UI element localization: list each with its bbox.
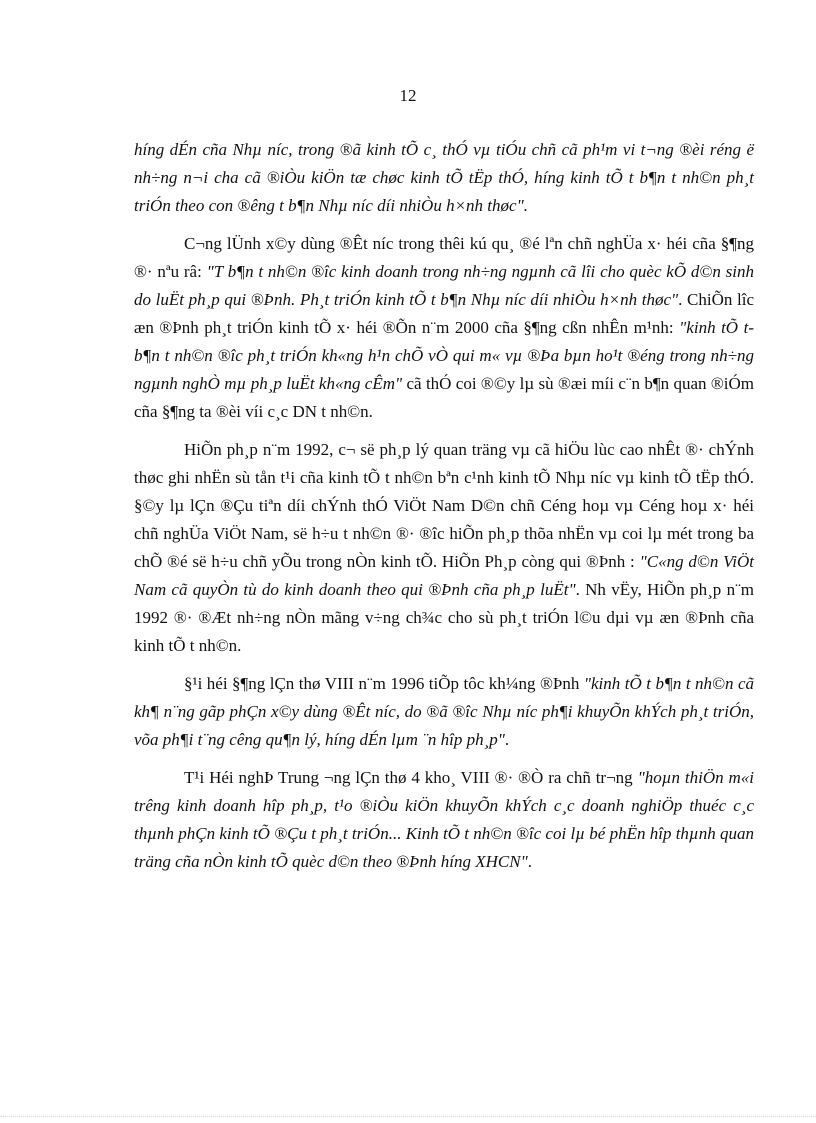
body-text: HiÕn ph¸p n¨m 1992, c¬ së ph¸p lý quan träng vµ cã hiÖu lùc cao nhÊt ®· chÝnh thøc ghi nhËn sù tån t¹i cña kinh tÕ t nh©n bªn c¹nh kinh tÕ Nhµ níc vµ kinh tÕ tËp thÓ. §©y lµ lÇn ®Çu tiªn díi chÝnh thÓ ViÖt Nam D©n chñ Céng hoµ vµ Céng hoµ x· héi chñ nghÜa ViÖt Nam, së h÷u t nh©n ®· ®îc hiÕn ph¸p thõa nhËn vµ coi lµ mét trong ba chÕ ®é së h÷u chñ yÕu trong nÒn kinh tÕ. HiÕn Ph¸p còng qui ®Þnh : [134,440,754,571]
quote-text: "kinh tÕ t b¶n t nh©n ®îc ph¸t triÓn kh«ng h¹n chÕ vÒ qui m« vµ ®Þa bµn ho¹t ®éng trong nh÷ng ngµnh nghÒ mµ ph¸p luËt kh«ng cÊm" [134,318,754,393]
body-text: T¹i Héi nghÞ Trung ¬ng lÇn thø 4 kho¸ VIII ®· ®Ò ra chñ tr¬ng [184,768,638,787]
paragraph-5 [134,764,754,876]
quote-text: "C«ng d©n ViÖt Nam cã quyÒn tù do kinh doanh theo qui ®Þnh cña ph¸p luËt" [134,552,754,599]
paragraph-3 [134,436,754,660]
paragraph-4 [134,670,754,754]
quote-text: híng dÉn cña Nhµ níc, trong ®ã kinh tÕ c¸ thÓ vµ tiÓu chñ cã ph¹m vi t¬ng ®èi réng ë nh÷ng n¬i cha cã ®iÒu kiÖn tæ chøc kinh tÕ tËp thÓ, híng kinh tÕ t b¶n t nh©n ph¸t triÓn theo con ®êng t b¶n Nhµ níc díi nhiÒu h×nh thøc". [134,140,754,215]
body-text: . ChiÕn lîc æn ®Þnh ph¸t triÓn kinh tÕ x· héi ®Õn n¨m 2000 cña §¶ng cßn nhÊn m¹nh: [134,290,754,337]
paragraph-1 [134,136,754,220]
paragraph-2 [134,230,754,426]
body-text: . Nh vËy, HiÕn ph¸p n¨m 1992 ®· ®Æt nh÷ng nÒn mãng v÷ng ch¾c cho sù ph¸t triÓn l©u dµi vµ æn ®Þnh cña kinh tÕ t nh©n. [134,580,754,655]
page-bottom-edge [0,1116,816,1123]
body-text: §¹i héi §¶ng lÇn thø VIII n¨m 1996 tiÕp tôc kh¼ng ®Þnh [184,674,584,693]
quote-text: "kinh tÕ t b¶n t nh©n cã kh¶ n¨ng gãp phÇn x©y dùng ®Êt níc, do ®ã ®îc Nhµ níc ph¶i khuyÕn khÝch ph¸t triÓn, võa ph¶i t¨ng cêng qu¶n lý, híng dÉn lµm ¨n hîp ph¸p" [134,674,754,749]
quote-text: "T b¶n t nh©n ®îc kinh doanh trong nh÷ng ngµnh cã lîi cho quèc kÕ d©n sinh do luËt ph¸p qui ®Þnh. Ph¸t triÓn kinh tÕ t b¶n Nhµ níc díi nhiÒu h×nh thøc" [134,262,754,309]
body-text: . [527,852,532,871]
body-text: cã thÓ coi ®©y lµ sù ®æi míi c¨n b¶n quan ®iÓm cña §¶ng ta ®èi víi c¸c DN t nh©n. [134,374,754,421]
quote-text: "hoµn thiÖn m«i trêng kinh doanh hîp ph¸p, t¹o ®iÒu kiÖn khuyÕn khÝch c¸c doanh nghiÖp thuéc c¸c thµnh phÇn kinh tÕ ®Çu t ph¸t triÓn... Kinh tÕ t nh©n ®îc coi lµ bé phËn hîp thµnh quan träng cña nÒn kinh tÕ quèc d©n theo ®Þnh híng XHCN" [134,768,754,871]
body-text: C¬ng lÜnh x©y dùng ®Êt níc trong thêi kú qu¸ ®é lªn chñ nghÜa x· héi cña §¶ng ®· nªu râ: [134,234,754,281]
body-text: . [504,730,510,749]
page-number: 12 [399,86,417,105]
document-body [134,136,754,886]
